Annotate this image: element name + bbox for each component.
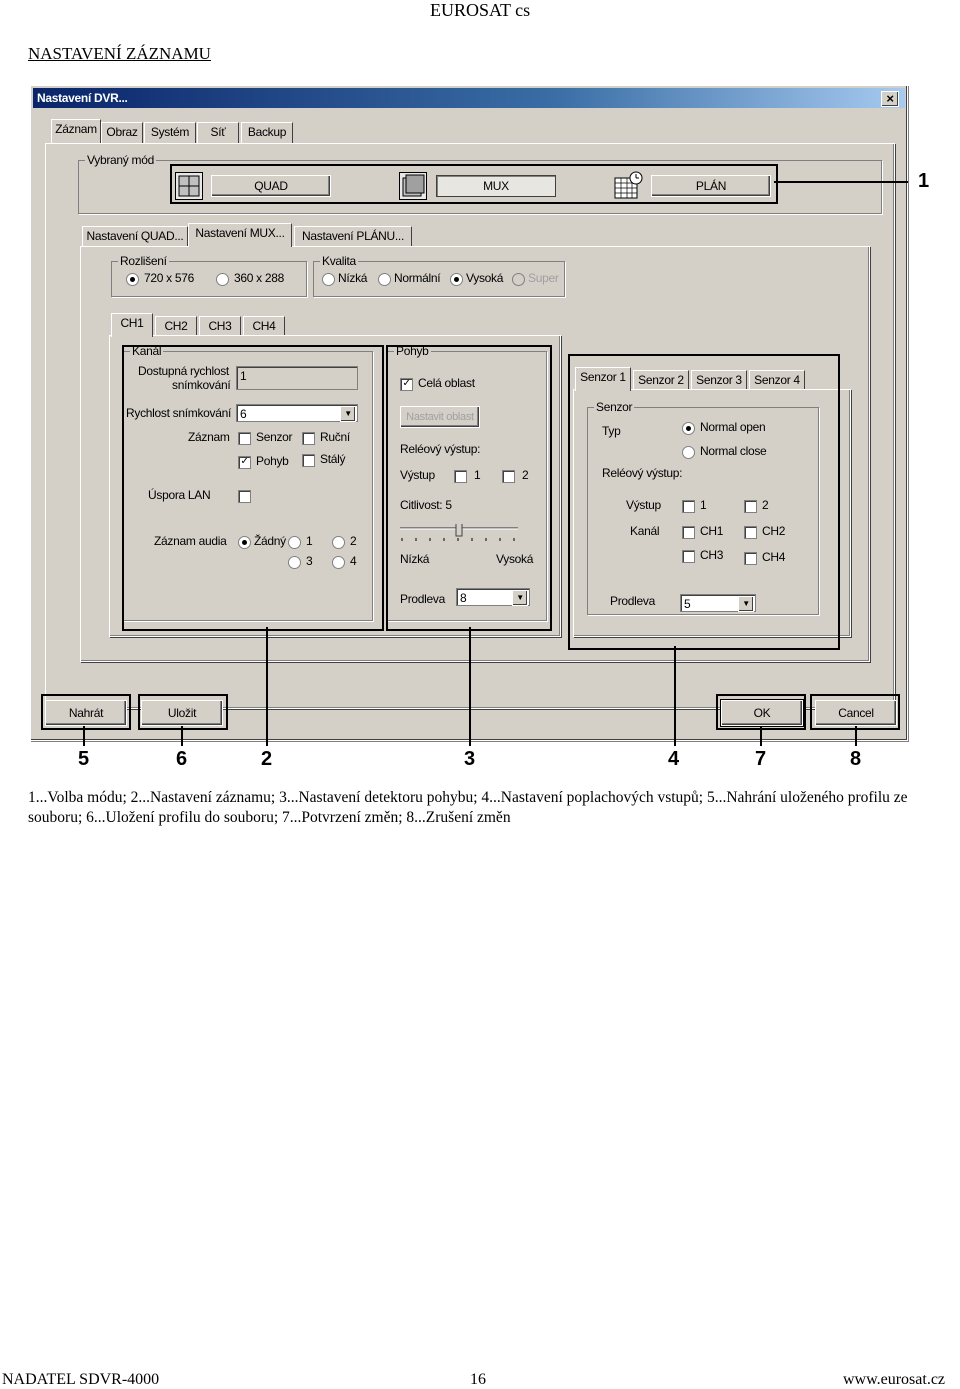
- tab-ch4[interactable]: CH4: [243, 316, 285, 337]
- leader-line-8: [855, 726, 857, 746]
- callout-number-5: 5: [78, 748, 90, 770]
- chevron-down-icon[interactable]: ▼: [340, 406, 356, 422]
- tab-zaznam[interactable]: Záznam: [51, 119, 101, 143]
- callout-number-7: 7: [755, 748, 767, 770]
- rate-label: Rychlost snímkování: [126, 406, 232, 420]
- sensor-channel-label: Kanál: [630, 524, 660, 538]
- res-720-radio[interactable]: [126, 273, 139, 286]
- callout-box-7: [716, 694, 806, 730]
- title-bar: [33, 88, 905, 108]
- quality-group: [313, 254, 565, 297]
- record-motion-checkbox[interactable]: ✓: [238, 456, 251, 469]
- chevron-down-icon[interactable]: ▼: [738, 596, 754, 612]
- callout-box-4: [568, 354, 840, 650]
- quality-super-label: Super: [528, 271, 559, 285]
- subtab-mux[interactable]: Nastavení MUX...: [188, 223, 292, 247]
- footer-product: NADATEL SDVR-4000: [2, 1371, 160, 1388]
- callout-box-1: [170, 164, 778, 204]
- audio-none-label: Žádný: [254, 534, 286, 548]
- lan-label: Úspora LAN: [148, 488, 211, 502]
- whole-area-checkbox[interactable]: ✓: [400, 378, 413, 391]
- record-constant-label: Stálý: [320, 452, 346, 466]
- quality-low-label: Nízká: [338, 271, 368, 285]
- callout-box-5: [41, 694, 131, 730]
- audio-4-label: 4: [350, 554, 357, 568]
- quality-high-radio[interactable]: [450, 273, 463, 286]
- avail-rate-field: 1: [236, 366, 358, 390]
- leader-line-4: [674, 646, 676, 746]
- set-area-button[interactable]: Nastavit oblast: [400, 406, 480, 428]
- quality-high-label: Vysoká: [466, 271, 504, 285]
- leader-line-1: [774, 181, 908, 183]
- quad-button[interactable]: QUAD: [211, 175, 331, 197]
- motion-out1-label: 1: [474, 468, 481, 482]
- tab-senzor3[interactable]: Senzor 3: [691, 370, 747, 391]
- callout-box-8: [810, 694, 900, 730]
- audio-2-label: 2: [350, 534, 357, 548]
- tab-senzor1[interactable]: Senzor 1: [575, 367, 631, 391]
- sensor-delay-value: 5: [684, 597, 691, 611]
- leader-line-7: [760, 726, 762, 746]
- quality-label: Kvalita: [322, 254, 356, 268]
- callout-number-2: 2: [261, 748, 273, 770]
- record-sensor-label: Senzor: [256, 430, 293, 444]
- motion-delay-label: Prodleva: [400, 592, 445, 606]
- sensor-relay-label: Reléový výstup:: [602, 466, 683, 480]
- sensor-type-label: Typ: [602, 424, 621, 438]
- quality-normal-radio[interactable]: [378, 273, 391, 286]
- sensor-ch1-label: CH1: [700, 524, 724, 538]
- normal-open-label: Normal open: [700, 420, 766, 434]
- tab-ch3[interactable]: CH3: [199, 316, 241, 337]
- tab-backup[interactable]: Backup: [241, 122, 293, 143]
- tab-ch2[interactable]: CH2: [155, 316, 197, 337]
- callout-box-6: [138, 694, 228, 730]
- resolution-group: [111, 254, 307, 297]
- callout-number-1: 1: [918, 170, 930, 192]
- sens-low-label: Nízká: [400, 552, 430, 566]
- load-button[interactable]: Nahrát: [45, 700, 127, 726]
- avail-rate-label-1: Dostupná rychlost: [138, 364, 229, 378]
- sensor-delay-label: Prodleva: [610, 594, 655, 608]
- leader-line-6: [181, 726, 183, 746]
- normal-close-label: Normal close: [700, 444, 767, 458]
- motion-out2-label: 2: [522, 468, 529, 482]
- tab-senzor2[interactable]: Senzor 2: [633, 370, 689, 391]
- sensor-out1-label: 1: [700, 498, 707, 512]
- callout-number-3: 3: [464, 748, 476, 770]
- audio-1-label: 1: [306, 534, 313, 548]
- sensor-out2-label: 2: [762, 498, 769, 512]
- quality-low-radio[interactable]: [322, 273, 335, 286]
- channel-group-label: Kanál: [132, 344, 162, 358]
- sensor-ch4-label: CH4: [762, 550, 786, 564]
- close-icon[interactable]: ×: [881, 91, 899, 107]
- whole-area-label: Celá oblast: [418, 376, 475, 390]
- leader-line-3: [469, 627, 471, 746]
- cancel-button[interactable]: Cancel: [815, 700, 897, 726]
- sensor-output-label: Výstup: [626, 498, 661, 512]
- avail-rate-label-2: snímkování: [172, 378, 231, 392]
- quality-super-radio: [512, 273, 525, 286]
- chevron-down-icon[interactable]: ▼: [512, 590, 528, 606]
- callout-box-2: [122, 345, 384, 631]
- record-motion-label: Pohyb: [256, 454, 289, 468]
- figure-caption: 1...Volba módu; 2...Nastavení záznamu; 3...Nastavení detektoru pohybu; 4...Nastavení poplachových vstupů; 5...Nahrání uloženého profilu ze souboru; 6...Uložení profilu do souboru; 7...Potvrzení změn; 8...Zrušení změn: [28, 789, 908, 826]
- leader-line-2: [266, 627, 268, 746]
- res-360-radio[interactable]: [216, 273, 229, 286]
- sensor-ch2-label: CH2: [762, 524, 786, 538]
- res-360-label: 360 x 288: [234, 271, 285, 285]
- main-tabs: [51, 122, 331, 144]
- mux-button[interactable]: MUX: [436, 175, 556, 197]
- tab-system[interactable]: Systém: [144, 122, 196, 143]
- motion-output-label: Výstup: [400, 468, 435, 482]
- ok-button[interactable]: OK: [721, 700, 803, 726]
- subtab-quad[interactable]: Nastavení QUAD...: [82, 226, 188, 247]
- resolution-label: Rozlišení: [120, 254, 167, 268]
- callout-box-3: [386, 345, 552, 631]
- callout-number-4: 4: [668, 748, 680, 770]
- motion-group-label: Pohyb: [396, 344, 429, 358]
- subtab-plan[interactable]: Nastavení PLÁNU...: [294, 226, 412, 247]
- callout-number-6: 6: [176, 748, 188, 770]
- section-title: NASTAVENÍ ZÁZNAMU: [28, 44, 211, 63]
- leader-line-5: [83, 726, 85, 746]
- mode-group-label: Vybraný mód: [87, 153, 154, 167]
- callout-number-8: 8: [850, 748, 862, 770]
- header-brand: EUROSAT cs: [430, 0, 531, 20]
- record-manual-label: Ruční: [320, 430, 350, 444]
- sens-high-label: Vysoká: [496, 552, 534, 566]
- footer-page-number: 16: [470, 1371, 486, 1388]
- tab-ch1[interactable]: CH1: [111, 313, 153, 337]
- sensor-ch3-label: CH3: [700, 548, 724, 562]
- rate-value: 6: [240, 407, 247, 421]
- tab-sit[interactable]: Síť: [197, 122, 239, 143]
- audio-3-label: 3: [306, 554, 313, 568]
- tab-senzor4[interactable]: Senzor 4: [749, 370, 805, 391]
- plan-button[interactable]: PLÁN: [651, 175, 771, 197]
- record-label: Záznam: [188, 430, 230, 444]
- footer-website: www.eurosat.cz: [843, 1371, 946, 1388]
- window-title: Nastavení DVR...: [37, 91, 128, 105]
- motion-relay-label: Reléový výstup:: [400, 442, 481, 456]
- quality-normal-label: Normální: [394, 271, 441, 285]
- tab-obraz[interactable]: Obraz: [101, 122, 143, 143]
- res-720-label: 720 x 576: [144, 271, 195, 285]
- sensitivity-label: Citlivost: 5: [400, 498, 452, 512]
- sensor-group-label: Senzor: [596, 400, 633, 414]
- save-button[interactable]: Uložit: [141, 700, 223, 726]
- motion-delay-value: 8: [460, 591, 467, 605]
- audio-label: Záznam audia: [154, 534, 227, 548]
